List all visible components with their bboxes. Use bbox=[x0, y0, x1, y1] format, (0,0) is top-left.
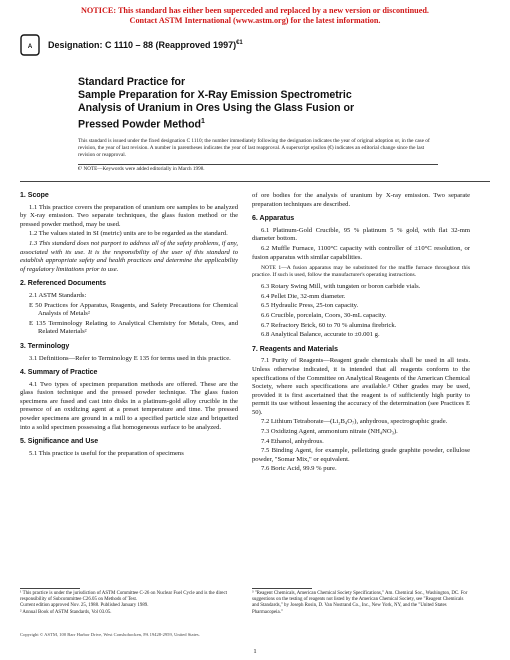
astm-logo-icon bbox=[20, 34, 40, 56]
paragraph: 3.1 Definitions—Refer to Terminology E 135 for terms used in this practice. bbox=[29, 354, 231, 362]
document-title bbox=[78, 76, 438, 132]
footnote: Current edition approved Nov. 25, 1988. Published January 1989. bbox=[20, 603, 149, 609]
title-footnote-marker: 1 bbox=[201, 118, 205, 125]
notice-line-1: NOTICE: This standard has either been superceded and replaced by a new version or discontinued. bbox=[81, 6, 429, 15]
designation bbox=[48, 40, 243, 50]
left-footnotes bbox=[20, 591, 238, 616]
section-heading: 6. Apparatus bbox=[252, 215, 295, 223]
paragraph: 5.1 This practice is useful for the preparation of specimens bbox=[29, 449, 184, 457]
paragraph: of ore bodies for the analysis of uranium by X-ray emission. Two separate preparation techniques are described. bbox=[252, 192, 470, 208]
issuance-statement: This standard is issued under the fixed designation C 1110; the number immediately following the designation indicates the year of original adoption or, in the case of revision, the year of last revision. A number in parentheses indicates the year of last reapproval. A superscript epsilon (€) indicates an editorial change since the last revision or reapproval. bbox=[78, 138, 430, 158]
title-line-2: Sample Preparation for X-Ray Emission Spectrometric bbox=[78, 89, 352, 101]
footnote-divider bbox=[20, 588, 80, 589]
footnote: ² Annual Book of ASTM Standards, Vol 03.05. bbox=[20, 609, 112, 615]
title-line-1: Standard Practice for bbox=[78, 76, 186, 88]
paragraph: 6.4 Pellet Die, 32-mm diameter. bbox=[261, 292, 346, 300]
section-heading: 1. Scope bbox=[20, 192, 49, 199]
paragraph: 2.1 ASTM Standards: bbox=[29, 291, 87, 299]
section-heading: 7. Reagents and Materials bbox=[252, 345, 338, 353]
intro-divider bbox=[78, 164, 438, 165]
reference-item: E 50 Practices for Apparatus, Reagents, and Safety Precautions for Chemical Analysis of Metals² bbox=[29, 301, 238, 318]
copyright: Copyright © ASTM, 100 Barr Harbor Drive, West Conshohocken, PA 19428-2959, United States. bbox=[20, 632, 200, 637]
paragraph: 7.2 Lithium Tetraborate—(Li₂B₄O₇), anhydrous, spectrographic grade. bbox=[261, 418, 448, 426]
paragraph: 7.1 Purity of Reagents—Reagent grade chemicals shall be used in all tests. Unless otherwise indicated, it is intended that all reagents conform to the specifications of the Committee on Analytical Reagents of the American Chemical Society, where such specifications are available.³ Other grades may be used, provided it is first ascertained that the reagent is of sufficiently high purity to permit its use without lessening the accuracy of the determination (see Practices E 50). bbox=[252, 357, 470, 416]
paragraph: 4.1 Two types of specimen preparation methods are offered. These are the glass fusion technique and the pressed powder technique. The glass fusion specimens are fused and cast into disks in a platinum-gold alloy crucible in the presence of an oxidizing agent at a preset temperature and time. The pressed powder specimens are ground in a mill to a specified particle size and briquetted into a solid specimen possessing a flat homogeneous surface to be analyzed. bbox=[20, 380, 238, 431]
supersession-notice bbox=[0, 6, 510, 26]
title-line-3: Analysis of Uranium in Ores Using the Glass Fusion or bbox=[78, 102, 355, 114]
section-heading: 5. Significance and Use bbox=[20, 438, 99, 446]
reference-item: E 135 Terminology Relating to Analytical Chemistry for Metals, Ores, and Related Materials² bbox=[29, 319, 238, 336]
paragraph: 6.8 Analytical Balance, accurate to ±0.001 g. bbox=[261, 331, 380, 339]
editorial-note: €¹ NOTE—Keywords were added editorially in March 1998. bbox=[78, 166, 205, 172]
paragraph: 6.7 Refractory Brick, 60 to 70 % alumina firebrick. bbox=[261, 321, 397, 329]
paragraph: 6.3 Rotary Swing Mill, with tungsten or boron carbide vials. bbox=[261, 283, 421, 291]
page-number: 1 bbox=[253, 648, 257, 655]
section-heading: 3. Terminology bbox=[20, 342, 70, 350]
right-column bbox=[252, 186, 470, 475]
left-column bbox=[20, 186, 238, 459]
notice-line-2: Contact ASTM International (www.astm.org) for the latest information. bbox=[129, 16, 381, 25]
section-heading: 2. Referenced Documents bbox=[20, 280, 106, 288]
body-divider bbox=[20, 181, 490, 182]
paragraph: 6.6 Crucible, porcelain, Coors, 30-mL capacity. bbox=[261, 311, 387, 319]
paragraph: 6.1 Platinum-Gold Crucible, 95 % platinum 5 % gold, with flat 32-mm diameter bottom. bbox=[252, 226, 470, 243]
paragraph: 1.1 This practice covers the preparation of uranium ore samples to be analyzed by X-ray emission. Two separate techniques, the glass fusion method or the pressed powder method, may be used. bbox=[20, 203, 238, 228]
footnote: ¹ This practice is under the jurisdiction of ASTM Committee C-26 on Nuclear Fuel Cycle and is the direct responsibility of Subcommittee C26.05 on Methods of Test. bbox=[20, 591, 228, 603]
designation-text: Designation: C 1110 – 88 (Reapproved 1997) bbox=[48, 40, 237, 50]
paragraph: 7.5 Binding Agent, for example, pelletizing grade graphite powder, cellulose powder, "Somar Mix," or equivalent. bbox=[252, 447, 470, 463]
section-heading: 4. Summary of Practice bbox=[20, 369, 98, 377]
svg-text:A: A bbox=[27, 44, 33, 50]
right-footnote: ³ "Reagent Chemicals, American Chemical Society Specifications," Am. Chemical Soc., Washington, DC. For suggestions on the testing of reagents not listed by the American Chemical Society, see "Reagent Chemicals and Standards," by Joseph Rosin, D. Van Nostrand Co., Inc., New York, NY, and the "United States Pharmacopeia." bbox=[252, 591, 468, 615]
paragraph: 6.5 Hydraulic Press, 25-ton capacity. bbox=[261, 302, 359, 310]
title-line-4: Pressed Powder Method bbox=[78, 118, 202, 131]
paragraph: 6.2 Muffle Furnace, 1100°C capacity with controller of ±10°C resolution, or fusion apparatus with similar capabilities. bbox=[252, 244, 470, 261]
paragraph: 7.6 Boric Acid, 99.9 % pure. bbox=[261, 465, 337, 473]
paragraph: 1.3 This standard does not purport to address all of the safety problems, if any, associated with its use. It is the responsibility of the user of this standard to establish appropriate safety and health practices and determine the applicability of regulatory limitations prior to use. bbox=[20, 239, 238, 273]
note: NOTE 1—A fusion apparatus may be substituted for the muffle furnace throughout this practice. If such is used, follow the manufacturer's operating instructions. bbox=[252, 265, 470, 279]
paragraph: 7.3 Oxidizing Agent, ammonium nitrate (NH₄NO₃). bbox=[261, 428, 398, 436]
designation-superscript: €1 bbox=[236, 40, 243, 46]
footnote-divider bbox=[252, 588, 312, 589]
paragraph: 7.4 Ethanol, anhydrous. bbox=[261, 437, 324, 445]
paragraph: 1.2 The values stated in SI (metric) units are to be regarded as the standard. bbox=[29, 230, 228, 238]
